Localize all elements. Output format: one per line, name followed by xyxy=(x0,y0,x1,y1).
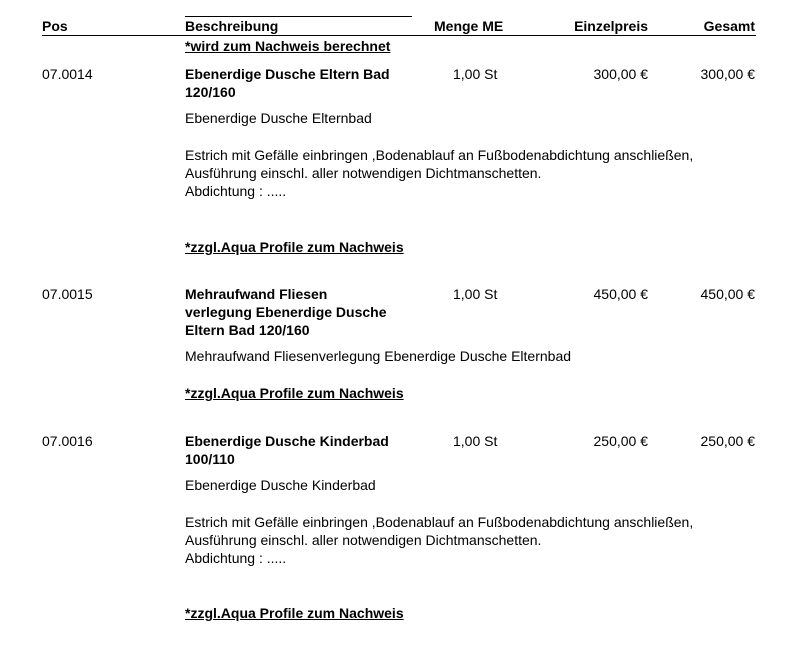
position-title: Mehraufwand Fliesen xyxy=(185,286,328,302)
header-unit-price: Einzelpreis xyxy=(574,18,648,34)
header-bottom-rule xyxy=(42,35,756,36)
position-number: 07.0016 xyxy=(42,433,93,449)
position-detail: Estrich mit Gefälle einbringen ,Bodenablauf an Fußbodenabdichtung anschließen, xyxy=(185,147,694,163)
position-title: Ebenerdige Dusche Kinderbad xyxy=(185,433,389,449)
position-unit-price: 300,00 € xyxy=(593,66,648,82)
header-description: Beschreibung xyxy=(185,18,279,34)
position-detail: Ausführung einschl. aller notwendigen Dichtmanschetten. xyxy=(185,165,542,181)
position-quantity: 1,00 St xyxy=(453,286,498,302)
position-quantity: 1,00 St xyxy=(453,433,498,449)
position-note: *zzgl.Aqua Profile zum Nachweis xyxy=(185,385,404,401)
position-unit-price: 450,00 € xyxy=(593,286,648,302)
header-total: Gesamt xyxy=(703,18,755,34)
position-description: Ebenerdige Dusche Elternbad xyxy=(185,110,372,126)
position-title: verlegung Ebenerdige Dusche xyxy=(185,304,387,320)
position-number: 07.0014 xyxy=(42,66,93,82)
position-note: *zzgl.Aqua Profile zum Nachweis xyxy=(185,239,404,255)
position-total: 450,00 € xyxy=(700,286,755,302)
position-number: 07.0015 xyxy=(42,286,93,302)
position-detail: Abdichtung : ..... xyxy=(185,183,287,199)
position-description: Ebenerdige Dusche Kinderbad xyxy=(185,477,376,493)
position-title: 120/160 xyxy=(185,84,236,100)
position-total: 300,00 € xyxy=(700,66,755,82)
position-description: Mehraufwand Fliesenverlegung Ebenerdige Dusche Elternbad xyxy=(185,348,572,364)
position-detail: Estrich mit Gefälle einbringen ,Bodenablauf an Fußbodenabdichtung anschließen, xyxy=(185,514,694,530)
position-total: 250,00 € xyxy=(700,433,755,449)
position-title: Eltern Bad 120/160 xyxy=(185,322,310,338)
position-unit-price: 250,00 € xyxy=(593,433,648,449)
position-title: Ebenerdige Dusche Eltern Bad xyxy=(185,66,390,82)
header-pos: Pos xyxy=(42,18,68,34)
carry-over-note: *wird zum Nachweis berechnet xyxy=(185,38,391,54)
position-title: 100/110 xyxy=(185,451,235,467)
position-note: *zzgl.Aqua Profile zum Nachweis xyxy=(185,605,404,621)
position-quantity: 1,00 St xyxy=(453,66,498,82)
position-detail: Abdichtung : ..... xyxy=(185,550,287,566)
header-quantity-unit: Menge ME xyxy=(434,18,504,34)
position-detail: Ausführung einschl. aller notwendigen Dichtmanschetten. xyxy=(185,532,542,548)
